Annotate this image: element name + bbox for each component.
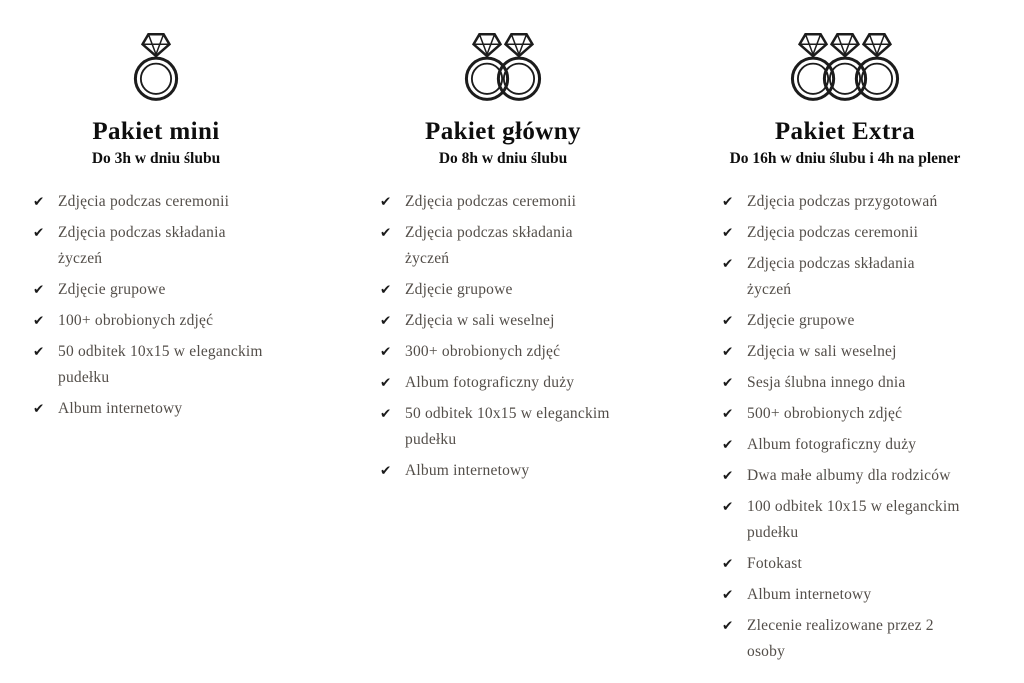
feature-item <box>33 189 285 215</box>
feature-item <box>380 189 632 215</box>
package-card-glowny <box>374 0 632 489</box>
feature-item <box>380 458 632 484</box>
feature-item <box>722 308 974 334</box>
check-icon: ✔ <box>722 406 734 422</box>
feature-item-label: 100 odbitek 10x15 w eleganckim pudełku <box>747 498 960 541</box>
feature-item-label: Dwa małe albumy dla rodziców <box>747 467 951 484</box>
check-icon: ✔ <box>722 618 734 634</box>
feature-item <box>33 277 285 303</box>
package-subtitle: Do 3h w dniu ślubu <box>91 150 221 167</box>
icon-wrap <box>374 0 632 104</box>
package-subtitle: Do 16h w dniu ślubu i 4h na plener <box>729 150 961 167</box>
feature-item <box>380 220 632 272</box>
feature-item <box>33 396 285 422</box>
feature-item-label: 50 odbitek 10x15 w eleganckim pudełku <box>405 405 610 448</box>
feature-item <box>722 494 974 546</box>
feature-item <box>380 308 632 334</box>
check-icon: ✔ <box>380 406 392 422</box>
feature-item-label: Album internetowy <box>58 400 183 417</box>
check-icon: ✔ <box>722 556 734 572</box>
feature-item-label: Fotokast <box>747 555 802 572</box>
feature-item <box>722 251 974 303</box>
check-icon: ✔ <box>33 225 45 241</box>
feature-item-label: 100+ obrobionych zdjęć <box>58 312 214 329</box>
feature-item <box>722 220 974 246</box>
check-icon: ✔ <box>722 468 734 484</box>
feature-item <box>380 370 632 396</box>
feature-item <box>722 432 974 458</box>
feature-item <box>722 551 974 577</box>
feature-item <box>380 277 632 303</box>
feature-item-label: Zdjęcie grupowe <box>58 281 166 298</box>
check-icon: ✔ <box>380 344 392 360</box>
feature-item-label: Zdjęcie grupowe <box>747 312 855 329</box>
feature-item-label: Album fotograficzny duży <box>405 374 575 391</box>
check-icon: ✔ <box>722 344 734 360</box>
icon-wrap <box>27 0 285 104</box>
feature-item-label: Album fotograficzny duży <box>747 436 917 453</box>
feature-item-label: Zdjęcia podczas ceremonii <box>405 193 577 210</box>
feature-item-label: Zdjęcia podczas składania życzeń <box>405 224 573 267</box>
feature-item-label: Zdjęcia podczas ceremonii <box>58 193 230 210</box>
check-icon: ✔ <box>380 313 392 329</box>
package-card-mini <box>27 0 285 427</box>
feature-item-label: Zdjęcia podczas przygotowań <box>747 193 938 210</box>
feature-item-label: Zdjęcia w sali weselnej <box>747 343 897 360</box>
package-title: Pakiet główny <box>425 118 581 145</box>
feature-item <box>380 401 632 453</box>
check-icon: ✔ <box>380 463 392 479</box>
check-icon: ✔ <box>722 437 734 453</box>
feature-list <box>374 189 632 484</box>
feature-item <box>33 308 285 334</box>
feature-item-label: Zdjęcia podczas składania życzeń <box>58 224 226 267</box>
feature-item-label: Zdjęcia w sali weselnej <box>405 312 555 329</box>
check-icon: ✔ <box>380 194 392 210</box>
check-icon: ✔ <box>380 225 392 241</box>
feature-item-label: Album internetowy <box>747 586 872 603</box>
icon-wrap <box>716 0 974 104</box>
feature-item-label: 500+ obrobionych zdjęć <box>747 405 903 422</box>
feature-item-label: Zdjęcia podczas składania życzeń <box>747 255 915 298</box>
check-icon: ✔ <box>722 499 734 515</box>
check-icon: ✔ <box>380 375 392 391</box>
three-diamond-rings-icon <box>786 30 904 104</box>
feature-item <box>722 370 974 396</box>
check-icon: ✔ <box>722 313 734 329</box>
check-icon: ✔ <box>33 401 45 417</box>
check-icon: ✔ <box>722 256 734 272</box>
feature-item-label: Zdjęcia podczas ceremonii <box>747 224 919 241</box>
check-icon: ✔ <box>33 282 45 298</box>
feature-item <box>722 189 974 215</box>
feature-item <box>33 339 285 391</box>
two-diamond-rings-icon <box>460 30 546 104</box>
check-icon: ✔ <box>722 587 734 603</box>
feature-item-label: Sesja ślubna innego dnia <box>747 374 906 391</box>
feature-item <box>722 613 974 665</box>
package-title: Pakiet Extra <box>774 118 916 145</box>
feature-item <box>722 582 974 608</box>
package-card-extra <box>716 0 974 670</box>
check-icon: ✔ <box>722 375 734 391</box>
feature-item <box>380 339 632 365</box>
feature-item-label: 50 odbitek 10x15 w eleganckim pudełku <box>58 343 263 386</box>
feature-item-label: 300+ obrobionych zdjęć <box>405 343 561 360</box>
feature-list <box>27 189 285 422</box>
feature-list <box>716 189 974 665</box>
check-icon: ✔ <box>33 344 45 360</box>
check-icon: ✔ <box>722 194 734 210</box>
check-icon: ✔ <box>380 282 392 298</box>
check-icon: ✔ <box>722 225 734 241</box>
check-icon: ✔ <box>33 194 45 210</box>
feature-item <box>722 339 974 365</box>
diamond-ring-icon <box>129 30 183 104</box>
package-subtitle: Do 8h w dniu ślubu <box>438 150 568 167</box>
package-title: Pakiet mini <box>92 118 220 145</box>
feature-item <box>722 401 974 427</box>
feature-item <box>33 220 285 272</box>
feature-item-label: Album internetowy <box>405 462 530 479</box>
feature-item <box>722 463 974 489</box>
feature-item-label: Zdjęcie grupowe <box>405 281 513 298</box>
check-icon: ✔ <box>33 313 45 329</box>
feature-item-label: Zlecenie realizowane przez 2 osoby <box>747 617 934 660</box>
